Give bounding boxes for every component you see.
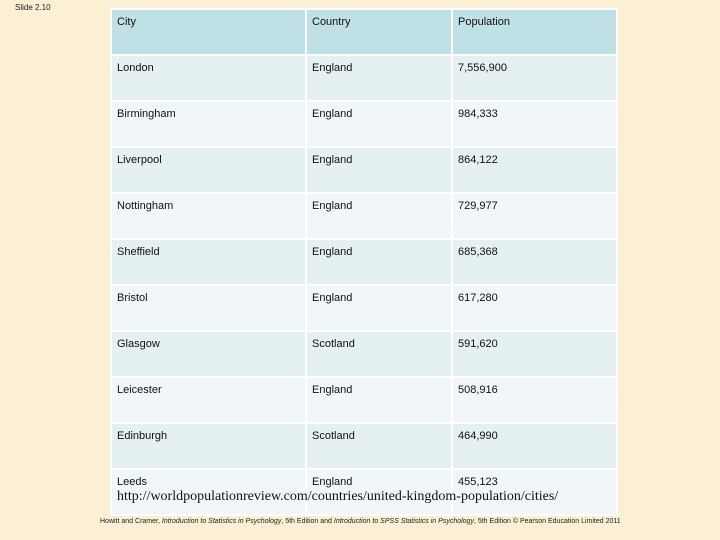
copyright-footer xyxy=(100,518,621,525)
cell-city: Bristol xyxy=(111,285,306,331)
cell-city: London xyxy=(111,55,306,101)
table-header-row xyxy=(111,9,617,55)
cell-population: 864,122 xyxy=(452,147,617,193)
cell-country: Scotland xyxy=(306,423,452,469)
credit-book-2: Introduction to SPSS Statistics in Psychology xyxy=(333,518,474,525)
cell-population: 591,620 xyxy=(452,331,617,377)
credit-authors: Howitt and Cramer, xyxy=(100,518,160,525)
cell-country: England xyxy=(306,285,452,331)
cell-city: Nottingham xyxy=(111,193,306,239)
table-row xyxy=(111,147,617,193)
cell-city: Sheffield xyxy=(111,239,306,285)
cell-city: Edinburgh xyxy=(111,423,306,469)
cell-population: 617,280 xyxy=(452,285,617,331)
header-city: City xyxy=(111,9,306,55)
cell-country: England xyxy=(306,55,452,101)
header-population: Population xyxy=(452,9,617,55)
slide-number-label: Slide 2.10 xyxy=(15,3,51,12)
table-row xyxy=(111,193,617,239)
cell-country: England xyxy=(306,239,452,285)
city-population-table xyxy=(110,8,616,488)
table-row xyxy=(111,55,617,101)
cell-country: England xyxy=(306,193,452,239)
cell-city: Birmingham xyxy=(111,101,306,147)
cell-population: 984,333 xyxy=(452,101,617,147)
header-country: Country xyxy=(306,9,452,55)
table-row xyxy=(111,377,617,423)
cell-city: Leicester xyxy=(111,377,306,423)
cell-country: England xyxy=(306,377,452,423)
credit-book-1: Introduction to Statistics in Psychology xyxy=(161,518,282,525)
cell-country: Scotland xyxy=(306,331,452,377)
table-row xyxy=(111,285,617,331)
cell-city: Leeds xyxy=(111,469,306,515)
table-row xyxy=(111,239,617,285)
cell-population: 729,977 xyxy=(452,193,617,239)
cell-population: 685,368 xyxy=(452,239,617,285)
cell-population: 455,123 xyxy=(452,469,617,515)
cell-country: England xyxy=(306,147,452,193)
cell-population: 464,990 xyxy=(452,423,617,469)
table-row xyxy=(111,423,617,469)
cell-city: Liverpool xyxy=(111,147,306,193)
table-row xyxy=(111,101,617,147)
cell-city: Glasgow xyxy=(111,331,306,377)
table-row xyxy=(111,331,617,377)
credit-edition-1: , 5th Edition and xyxy=(281,518,332,525)
cell-population: 508,916 xyxy=(452,377,617,423)
source-url: http://worldpopulationreview.com/countries/united-kingdom-population/cities/ xyxy=(117,489,559,504)
cell-country: England xyxy=(306,469,452,515)
cell-population: 7,556,900 xyxy=(452,55,617,101)
cell-country: England xyxy=(306,101,452,147)
credit-edition-2: , 5th Edition © Pearson Education Limited 2011 xyxy=(473,518,621,525)
